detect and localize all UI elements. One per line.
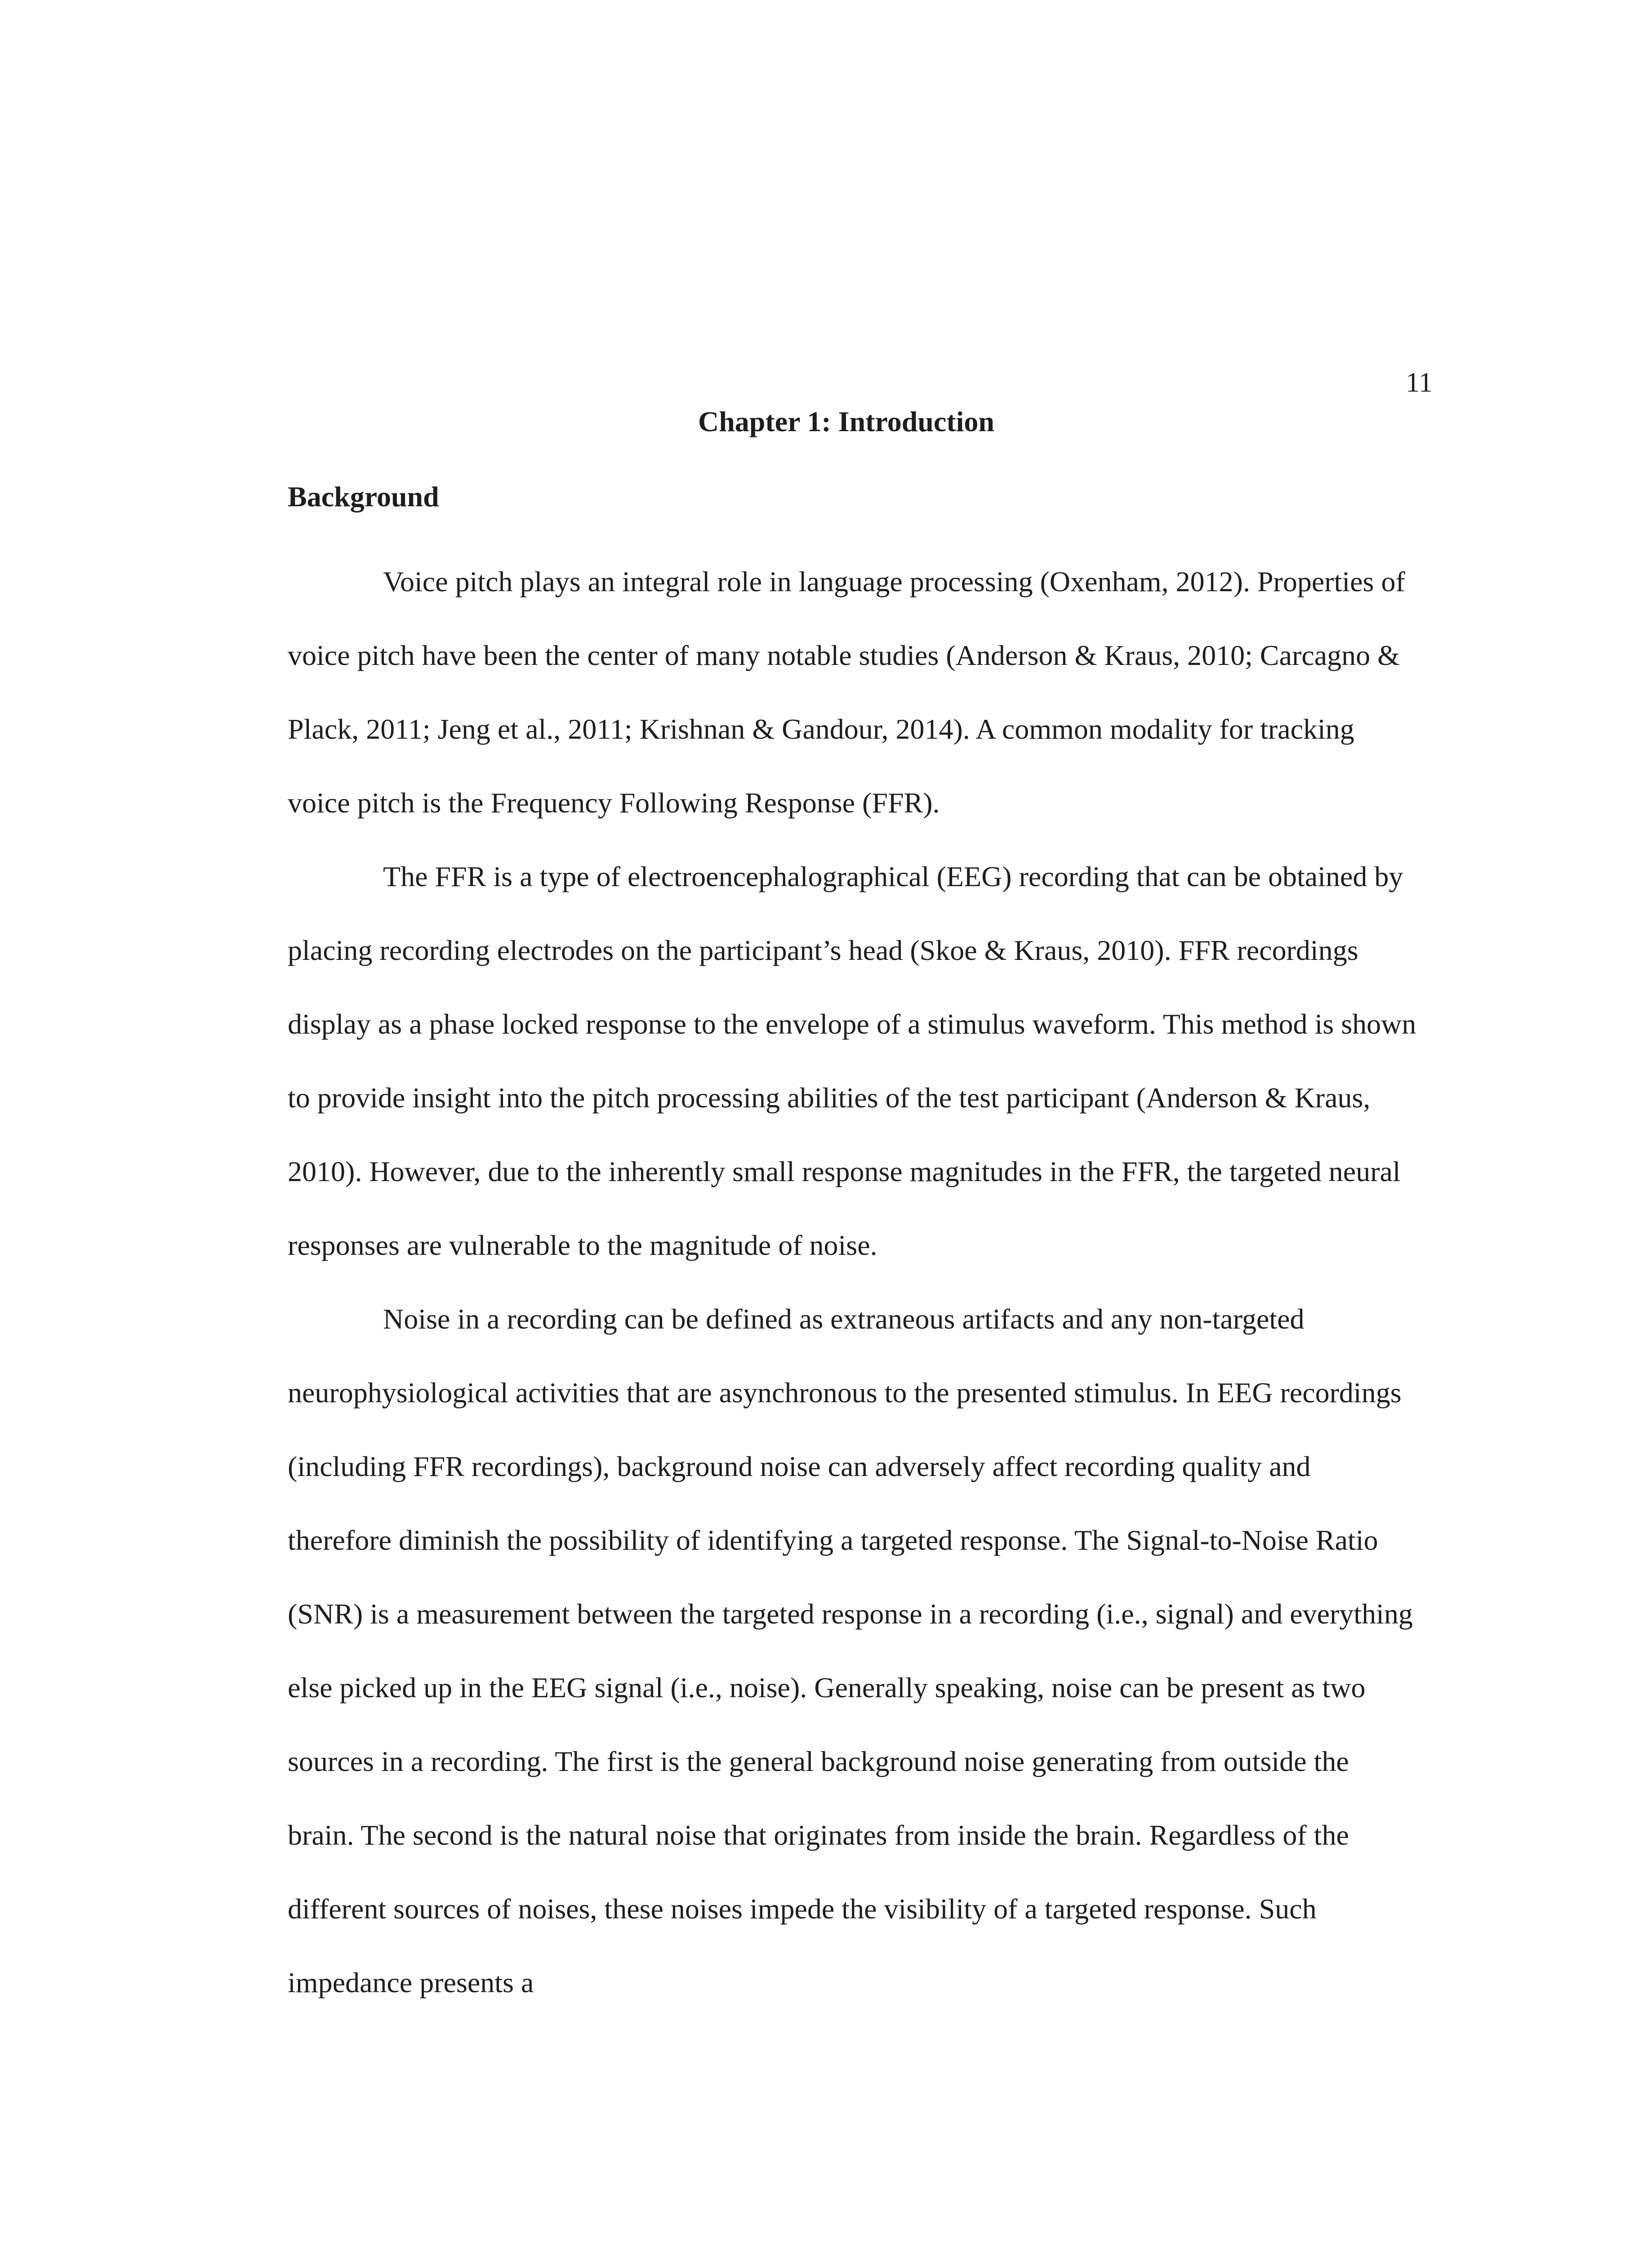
paragraph: Voice pitch plays an integral role in language processing (Oxenham, 2012). Properties of voice pitch have been the center of many notable studies (Anderson & Kraus, 2010; Carcagno & Plack, 2011; Jeng et al., 2011; Krishnan & Gandour, 2014). A common modality for tracking voice pitch is the Frequency Following Response (FFR). bbox=[288, 566, 1405, 819]
page-number: 11 bbox=[1406, 367, 1433, 398]
paragraph: The FFR is a type of electroencephalographical (EEG) recording that can be obtained by placing recording electrodes on the participant’s head (Skoe & Kraus, 2010). FFR recordings display as a phase locked response to the envelope of a stimulus waveform. This method is shown to provide insight into the pitch processing abilities of the test participant (Anderson & Kraus, 2010). However, due to the inherently small response magnitudes in the FFR, the targeted neural responses are vulnerable to the magnitude of noise. bbox=[288, 861, 1416, 1261]
chapter-title: Chapter 1: Introduction bbox=[698, 406, 995, 437]
paragraph: Noise in a recording can be defined as extraneous artifacts and any non-targeted neurophysiological activities that are asynchronous to the presented stimulus. In EEG recordings (including FFR recordings), background noise can adversely affect recording quality and therefore diminish the possibility of identifying a targeted response. The Signal-to-Noise Ratio (SNR) is a measurement between the targeted response in a recording (i.e., signal) and everything else picked up in the EEG signal (i.e., noise). Generally speaking, noise can be present as two sources in a recording. The first is the general background noise generating from outside the brain. The second is the natural noise that originates from inside the brain. Regardless of the different sources of noises, these noises impede the visibility of a targeted response. Such impedance presents a bbox=[288, 1303, 1413, 1998]
section-heading: Background bbox=[288, 481, 439, 513]
body-text bbox=[288, 545, 1420, 2020]
